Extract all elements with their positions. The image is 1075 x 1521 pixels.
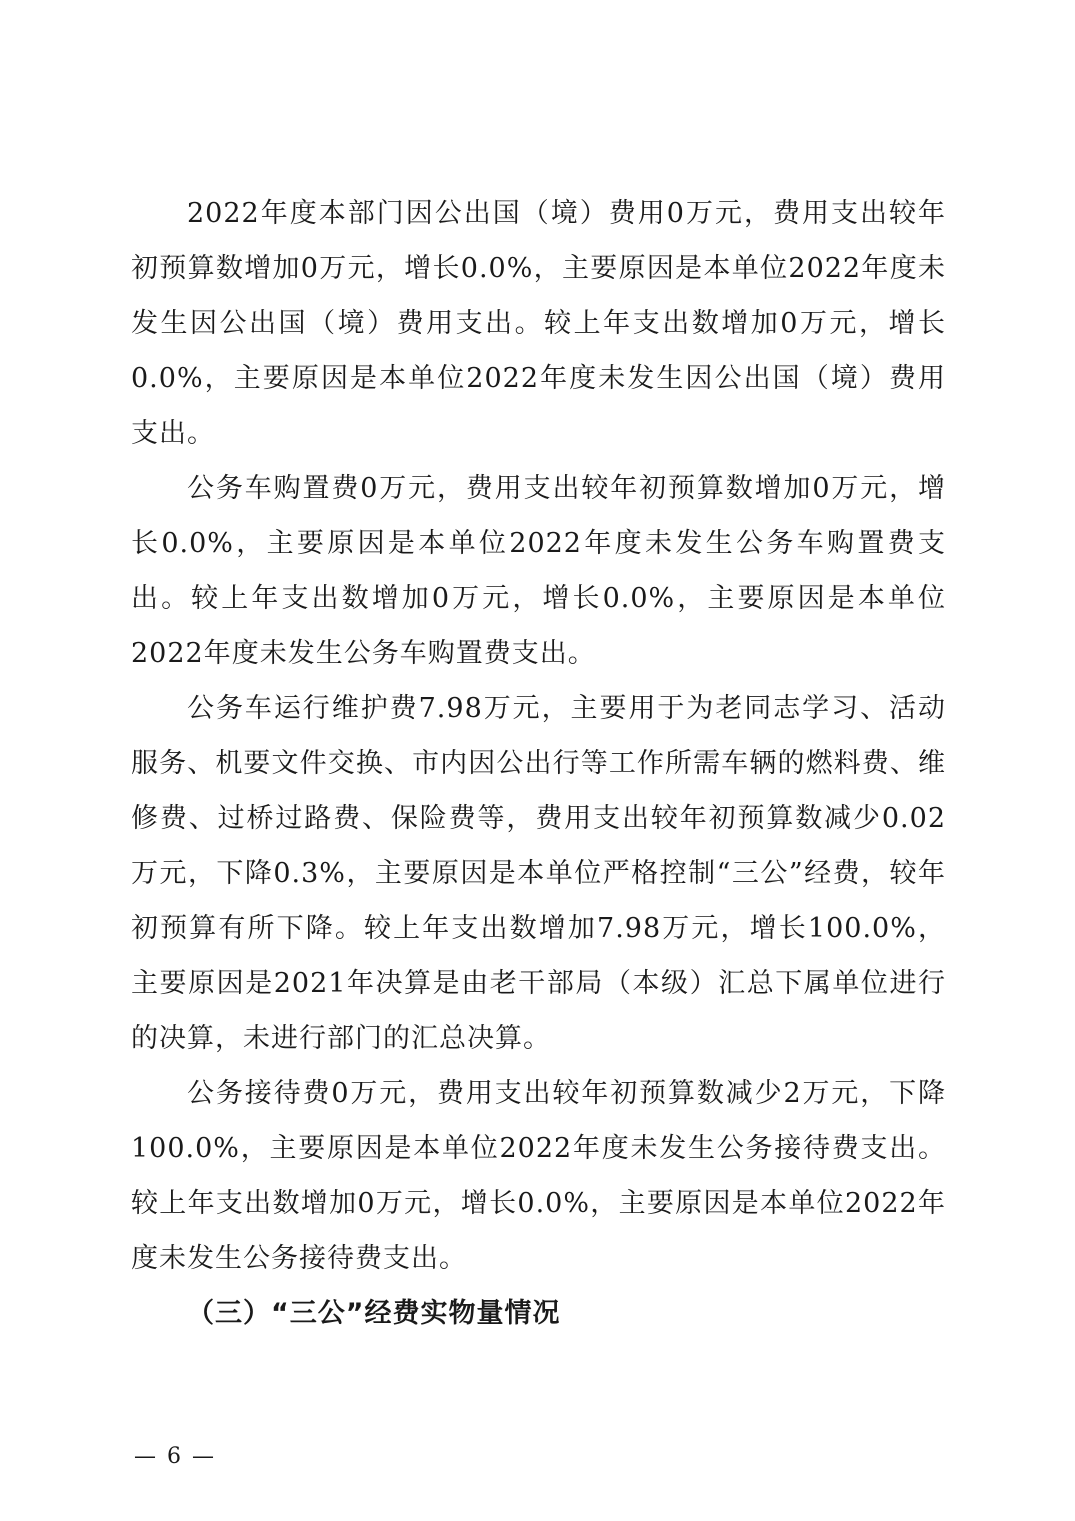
paragraph-reception: 公务接待费0万元，费用支出较年初预算数减少2万元，下降100.0%，主要原因是本单位2022年度未发生公务接待费支出。较上年支出数增加0万元，增长0.0%，主要原因是本单位2022年度未发生公务接待费支出。: [131, 1078, 946, 1274]
paragraph-overseas-travel: 2022年度本部门因公出国（境）费用0万元，费用支出较年初预算数增加0万元，增长0.0%，主要原因是本单位2022年度未发生因公出国（境）费用支出。较上年支出数增加0万元，增长0.0%，主要原因是本单位2022年度未发生因公出国（境）费用支出。: [131, 198, 946, 449]
document-body: [131, 186, 946, 1341]
section-heading: （三）“三公”经费实物量情况: [187, 1298, 561, 1329]
paragraph-vehicle-purchase: 公务车购置费0万元，费用支出较年初预算数增加0万元，增长0.0%，主要原因是本单位2022年度未发生公务车购置费支出。较上年支出数增加0万元，增长0.0%，主要原因是本单位2022年度未发生公务车购置费支出。: [131, 473, 946, 669]
paragraph-vehicle-maintenance: 公务车运行维护费7.98万元，主要用于为老同志学习、活动服务、机要文件交换、市内因公出行等工作所需车辆的燃料费、维修费、过桥过路费、保险费等，费用支出较年初预算数减少0.02万元，下降0.3%，主要原因是本单位严格控制“三公”经费，较年初预算有所下降。较上年支出数增加7.98万元，增长100.0%，主要原因是2021年决算是由老干部局（本级）汇总下属单位进行的决算，未进行部门的汇总决算。: [131, 693, 946, 1054]
page-number: — 6 —: [134, 1444, 216, 1469]
